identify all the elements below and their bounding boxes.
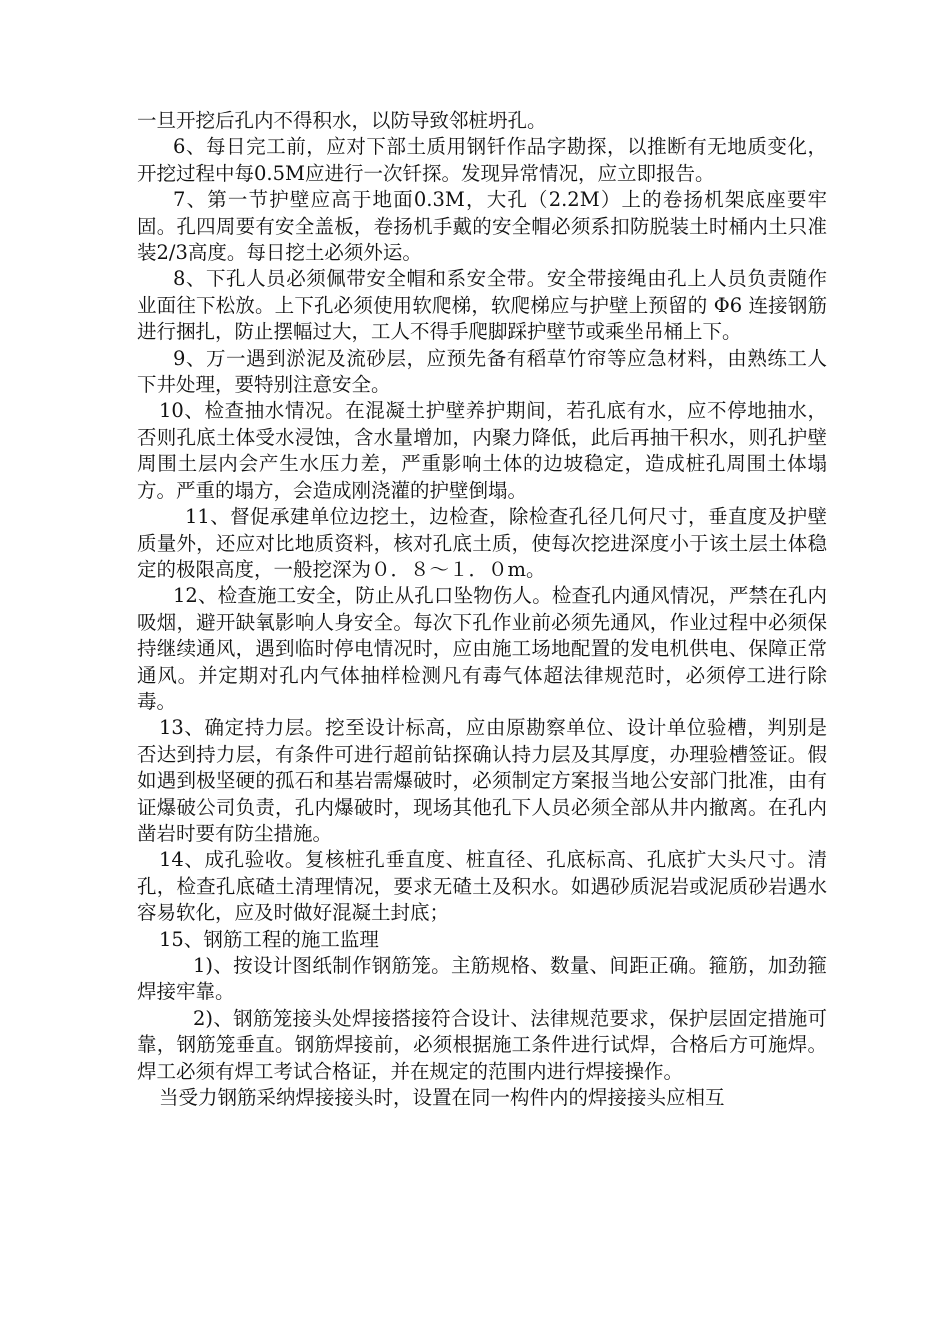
paragraph-item-6: 6、每日完工前，应对下部土质用钢钎作品字勘探，以推断有无地质变化，开挖过程中每0.5M应进行一次钎探。发现异常情况，应立即报告。: [137, 135, 827, 185]
paragraph-continuation: 一旦开挖后孔内不得积水，以防导致邻桩坍孔。: [137, 109, 547, 132]
paragraph-item-11: 11、督促承建单位边挖土，边检查，除检查孔径几何尺寸，垂直度及护壁质量外，还应对比地质资料，核对孔底土质，使每次挖进深度小于该土层土体稳定的极限高度，一般挖深为０．８～１．０m。: [137, 505, 827, 581]
paragraph-subitem-1: 1)、按设计图纸制作钢筋笼。主筋规格、数量、间距正确。箍筋，加劲箍焊接牢靠。: [137, 954, 827, 1004]
paragraph-item-7: 7、第一节护壁应高于地面0.3M，大孔（2.2M）上的卷扬机架底座要牢固。孔四周要有安全盖板，卷扬机手戴的安全帽必须系扣防脱装土时桶内土只准装2/3高度。每日挖土必须外运。: [137, 188, 827, 265]
paragraph-item-12: 12、检查施工安全，防止从孔口坠物伤人。检查孔内通风情况，严禁在孔内吸烟，避开缺氧影响人身安全。每次下孔作业前必须先通风，作业过程中必须保持继续通风，遇到临时停电情况时，应由施工场地配置的发电机供电、保障正常通风。并定期对孔内气体抽样检测凡有毒气体超法律规范时，必须停工进行除毒。: [137, 584, 827, 713]
paragraph-item-9: 9、万一遇到淤泥及流砂层，应预先备有稻草竹帘等应急材料，由熟练工人下井处理，要特别注意安全。: [137, 346, 827, 397]
paragraph-item-8: 8、下孔人员必须佩带安全帽和系安全带。安全带接绳由孔上人员负责随作业面往下松放。上下孔必须使用软爬梯，软爬梯应与护壁上预留的 Φ6 连接钢筋进行捆扎，防止摆幅过大，工人不得手爬脚踩护壁节或乘坐吊桶上下。: [137, 267, 827, 344]
paragraph-item-13: 13、确定持力层。挖至设计标高，应由原勘察单位、设计单位验槽，判别是否达到持力层，有条件可进行超前钻探确认持力层及其厚度，办理验槽签证。假如遇到极坚硬的孤石和基岩需爆破时，必须制定方案报当地公安部门批准，由有证爆破公司负责，孔内爆破时，现场其他孔下人员必须全部从井内撤离。在孔内凿岩时要有防尘措施。: [137, 716, 827, 845]
paragraph-welding-joints: 当受力钢筋采纳焊接接头时，设置在同一构件内的焊接接头应相互: [159, 1086, 725, 1110]
paragraph-item-14: 14、成孔验收。复核桩孔垂直度、桩直径、孔底标高、孔底扩大头尺寸。清孔，检查孔底碴土清理情况，要求无碴土及积水。如遇砂质泥岩或泥质砂岩遇水容易软化，应及时做好混凝土封底；: [137, 848, 827, 925]
paragraph-subitem-2: 2)、钢筋笼接头处焊接搭接符合设计、法律规范要求，保护层固定措施可靠，钢筋笼垂直。钢筋焊接前，必须根据施工条件进行试焊，合格后方可施焊。焊工必须有焊工考试合格证，并在规定的范围内进行焊接操作。: [137, 1006, 827, 1083]
paragraph-item-15-heading: 15、钢筋工程的施工监理: [159, 927, 379, 951]
document-body: [137, 108, 827, 1111]
paragraph-item-10: 10、检查抽水情况。在混凝土护壁养护期间，若孔底有水，应不停地抽水，否则孔底土体受水浸蚀，含水量增加，内聚力降低，此后再抽干积水，则孔护壁周围土层内会产生水压力差，严重影响土体的边坡稳定，造成桩孔周围土体塌方。严重的塌方，会造成刚浇灌的护壁倒塌。: [137, 399, 827, 502]
